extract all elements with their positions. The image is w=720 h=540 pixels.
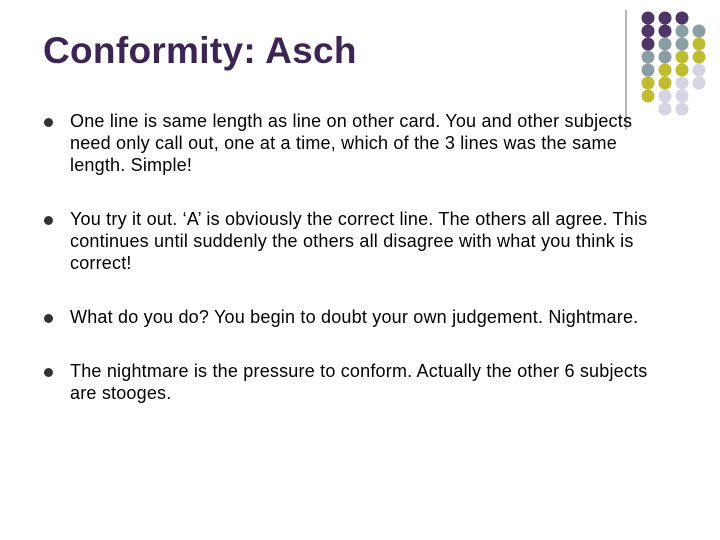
- bullet-item: [42, 306, 652, 328]
- bullet-text: The nightmare is the pressure to conform. Actually the other 6 subjects are stooges.: [70, 361, 648, 403]
- deco-dot: [659, 51, 672, 64]
- bullet-item: [42, 360, 652, 404]
- deco-dot: [693, 51, 706, 64]
- deco-dot: [676, 103, 689, 116]
- deco-dot: [659, 77, 672, 90]
- bullet-dot-icon: [44, 314, 53, 323]
- deco-dot: [676, 25, 689, 38]
- bullet-list: [42, 110, 652, 404]
- deco-dot: [659, 103, 672, 116]
- deco-dot: [659, 38, 672, 51]
- deco-dot: [693, 64, 706, 77]
- deco-dot: [659, 12, 672, 25]
- bullet-text: You try it out. ‘A’ is obviously the correct line. The others all agree. This continues until suddenly the others all disagree with what you think is correct!: [70, 209, 648, 273]
- deco-dot: [676, 51, 689, 64]
- bullet-item: [42, 110, 652, 176]
- deco-dot: [659, 90, 672, 103]
- bullet-text: One line is same length as line on other card. You and other subjects need only call out, one at a time, which of the 3 lines was the same length. Simple!: [70, 111, 633, 175]
- deco-dot: [676, 64, 689, 77]
- deco-dot: [642, 25, 655, 38]
- bullet-item: [42, 208, 652, 274]
- deco-dot: [676, 12, 689, 25]
- deco-dot: [642, 51, 655, 64]
- slide-title: Conformity: Asch: [43, 30, 357, 71]
- bullet-dot-icon: [44, 216, 53, 225]
- bullet-text: What do you do? You begin to doubt your own judgement. Nightmare.: [70, 307, 639, 327]
- deco-dot: [659, 25, 672, 38]
- deco-dot: [642, 12, 655, 25]
- bullet-dot-icon: [44, 118, 53, 127]
- deco-dot: [676, 77, 689, 90]
- deco-dot: [642, 38, 655, 51]
- deco-dot: [642, 90, 655, 103]
- deco-dot: [693, 25, 706, 38]
- bullet-dot-icon: [44, 368, 53, 377]
- deco-dot: [642, 64, 655, 77]
- deco-dot: [693, 38, 706, 51]
- deco-dot: [676, 90, 689, 103]
- deco-dot: [659, 64, 672, 77]
- deco-dot: [642, 77, 655, 90]
- deco-dot: [693, 77, 706, 90]
- deco-dot: [676, 38, 689, 51]
